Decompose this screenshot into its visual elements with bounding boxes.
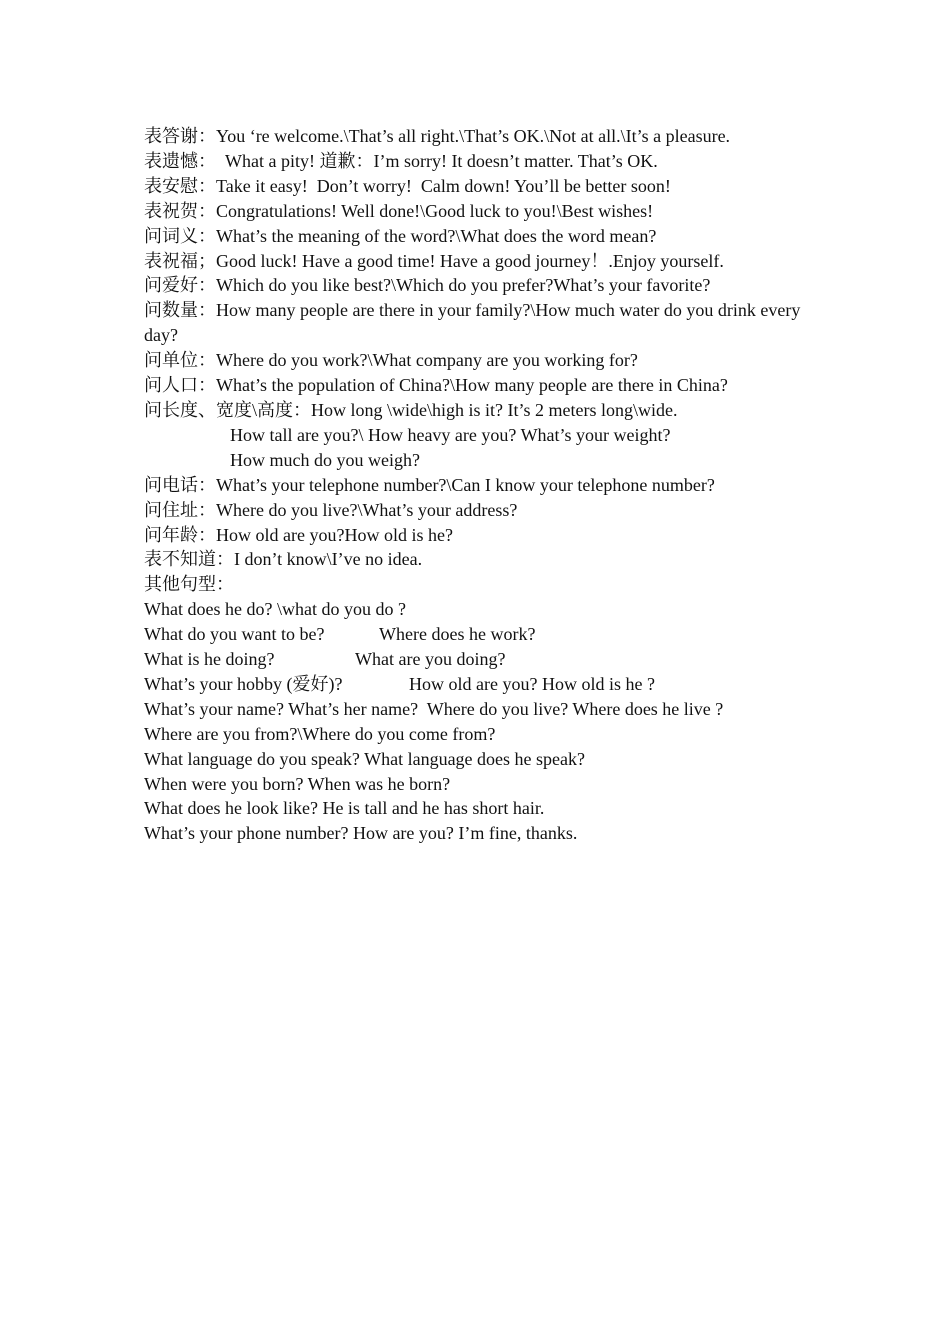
text-line: 表祝福；Good luck! Have a good time! Have a good journey！.Enjoy yourself. xyxy=(144,250,724,271)
document-page xyxy=(144,124,824,846)
text-line-indented: How tall are you?\ How heavy are you? What’s your weight? xyxy=(230,424,671,445)
text-line: What’s your name? What’s her name? Where do you live? Where does he live ? xyxy=(144,698,724,719)
text-line: Where are you from?\Where do you come from? xyxy=(144,723,496,744)
text-line: What’s your phone number? How are you? I’m fine, thanks. xyxy=(144,823,578,844)
sentence-pair-row xyxy=(144,622,824,647)
text-line: 其他句型： xyxy=(144,574,234,595)
text-line: What language do you speak? What language does he speak? xyxy=(144,748,585,769)
text-line: 问词义：What’s the meaning of the word?\What does the word mean? xyxy=(144,225,657,246)
sentence-right: How old are you? How old is he ? xyxy=(409,673,655,694)
sentence-right: What are you doing? xyxy=(355,649,506,670)
sentence-pair-row xyxy=(144,597,824,622)
text-line: 问住址：Where do you live?\What’s your address? xyxy=(144,499,518,520)
text-line: 问电话：What’s your telephone number?\Can I know your telephone number? xyxy=(144,474,715,495)
text-line: 问年龄：How old are you?How old is he? xyxy=(144,524,453,545)
text-line-indented: How much do you weigh? xyxy=(230,449,420,470)
sentence-left: What do you want to be? xyxy=(144,624,325,645)
sentence-left: What does he do? \what do you do ? xyxy=(144,599,406,620)
text-line: 表不知道：I don’t know\I’ve no idea. xyxy=(144,549,423,570)
text-line: 问长度、宽度\高度：How long \wide\high is it? It’s 2 meters long\wide. xyxy=(144,399,678,420)
text-line: 表遗憾： What a pity! 道歉：I’m sorry! It doesn’t matter. That’s OK. xyxy=(144,150,658,171)
sentence-pair-row xyxy=(144,647,824,672)
sentence-left: What’s your hobby (爱好)? xyxy=(144,673,343,694)
sentence-left: What is he doing? xyxy=(144,649,275,670)
text-line: 问单位：Where do you work?\What company are you working for? xyxy=(144,350,638,371)
text-line: 问数量：How many people are there in your family?\How much water do you drink every day? xyxy=(144,300,805,346)
text-line: 表祝贺：Congratulations! Well done!\Good luck to you!\Best wishes! xyxy=(144,200,654,221)
text-line: 表答谢：You ‘re welcome.\That’s all right.\That’s OK.\Not at all.\It’s a pleasure. xyxy=(144,126,731,146)
sentence-right: Where does he work? xyxy=(379,624,536,645)
text-line: 问人口：What’s the population of China?\How many people are there in China? xyxy=(144,375,728,396)
text-line: 表安慰：Take it easy! Don’t worry! Calm down! You’ll be better soon! xyxy=(144,175,671,196)
text-line: When were you born? When was he born? xyxy=(144,773,451,794)
text-line: 问爱好：Which do you like best?\Which do you prefer?What’s your favorite? xyxy=(144,275,711,296)
sentence-pair-row xyxy=(144,672,824,697)
text-line: What does he look like? He is tall and he has short hair. xyxy=(144,798,545,819)
